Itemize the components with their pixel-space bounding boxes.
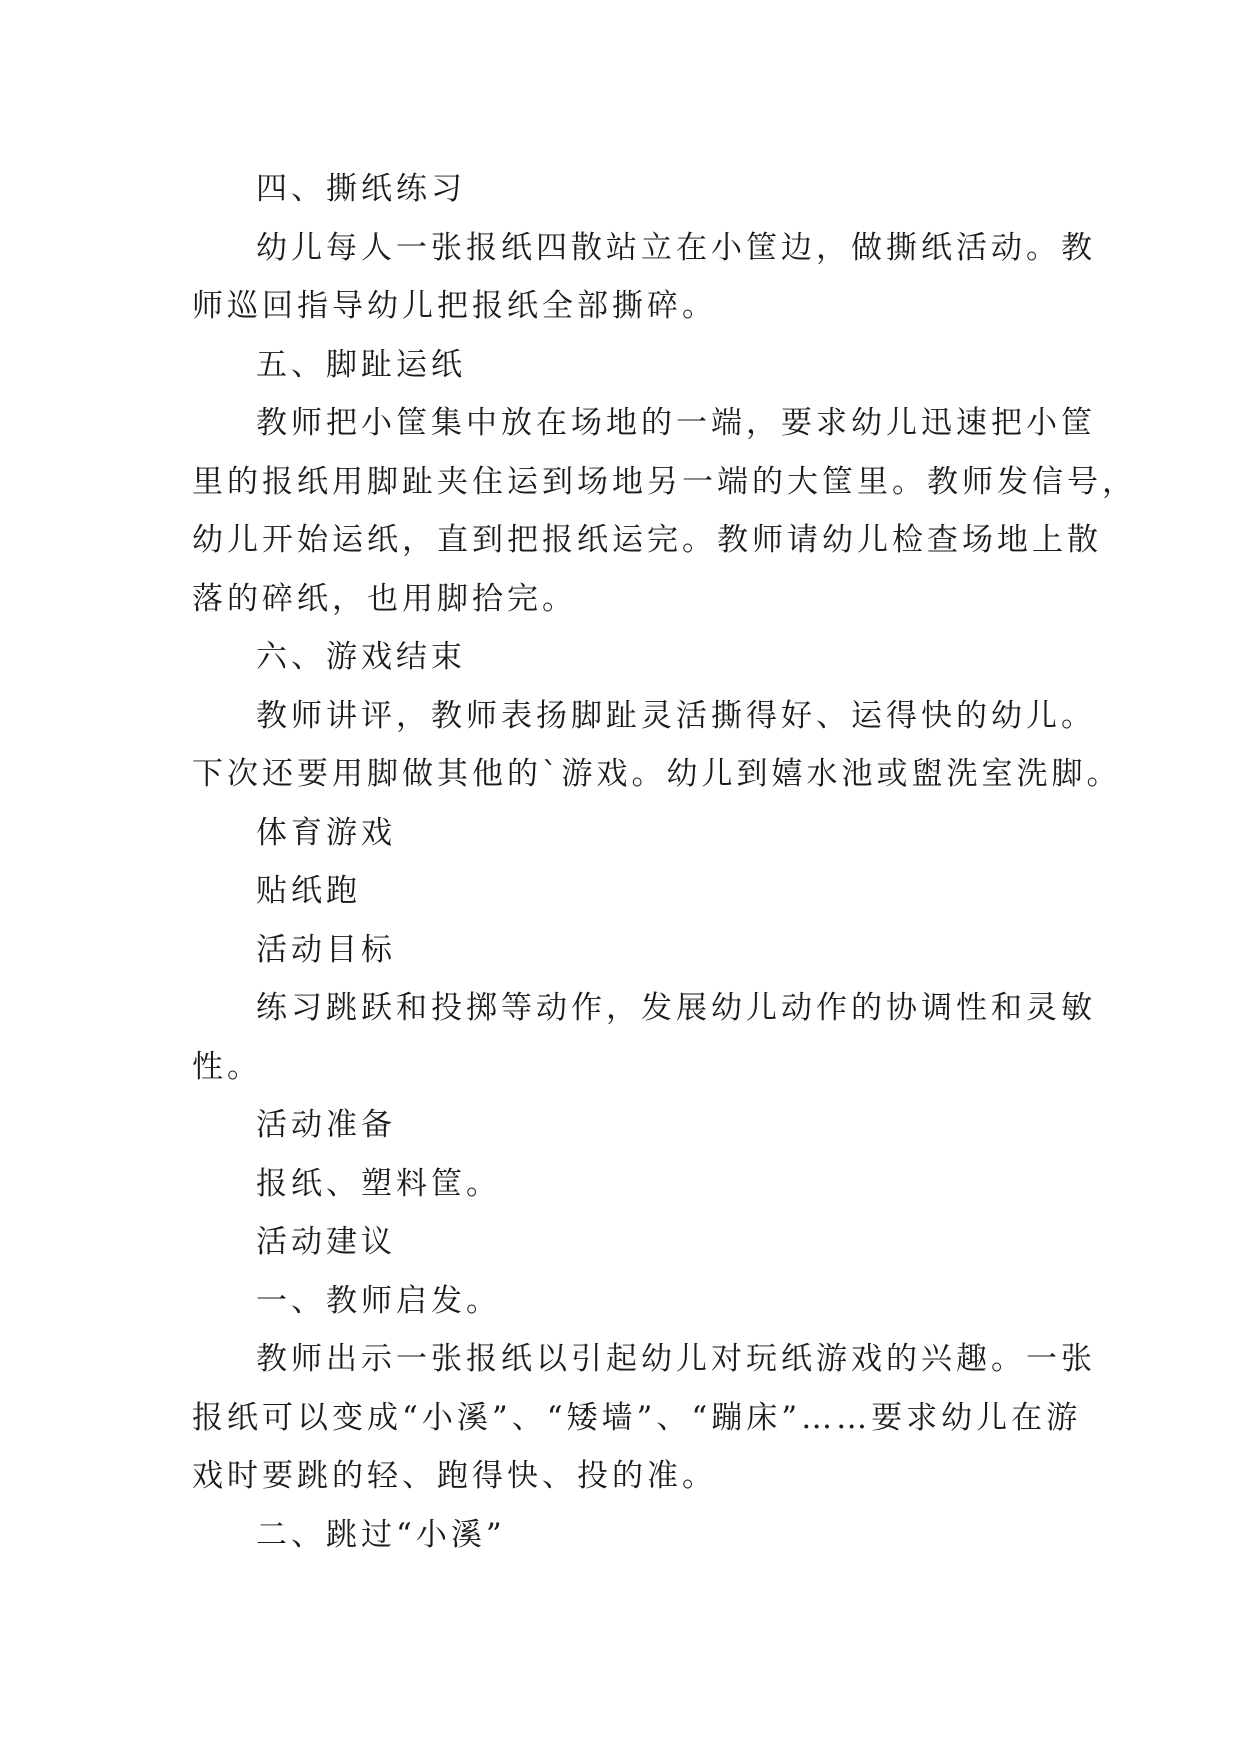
paragraph-line: 下次还要用脚做其他的`游戏。幼儿到嬉水池或盥洗室洗脚。 (192, 756, 1122, 792)
section-heading: 活动建议 (256, 1224, 396, 1260)
section-heading: 五、脚趾运纸 (256, 346, 466, 383)
paragraph-line: 教师出示一张报纸以引起幼儿对玩纸游戏的兴趣。一张 (256, 1341, 1096, 1377)
paragraph-line: 报纸、塑料筐。 (256, 1165, 501, 1202)
section-heading: 一、教师启发。 (256, 1282, 501, 1319)
paragraph-line: 戏时要跳的轻、跑得快、投的准。 (192, 1458, 717, 1494)
paragraph-line: 里的报纸用脚趾夹住运到场地另一端的大筐里。教师发信号， (192, 463, 1137, 500)
section-heading: 贴纸跑 (256, 873, 361, 909)
section-heading: 六、游戏结束 (256, 639, 466, 675)
paragraph-line: 幼儿开始运纸，直到把报纸运完。教师请幼儿检查场地上散 (192, 522, 1102, 558)
section-heading: 体育游戏 (256, 814, 396, 851)
section-heading: 四、撕纸练习 (256, 171, 466, 207)
paragraph-line: 教师讲评，教师表扬脚趾灵活撕得好、运得快的幼儿。 (256, 697, 1096, 734)
paragraph-line: 落的碎纸，也用脚拾完。 (192, 580, 577, 617)
paragraph-line: 练习跳跃和投掷等动作，发展幼儿动作的协调性和灵敏 (256, 990, 1096, 1026)
paragraph-line: 教师把小筐集中放在场地的一端，要求幼儿迅速把小筐 (256, 405, 1096, 441)
section-heading: 二、跳过“小溪” (256, 1516, 506, 1553)
paragraph-line: 性。 (192, 1048, 262, 1085)
paragraph-line: 幼儿每人一张报纸四散站立在小筐边，做撕纸活动。教 (256, 229, 1096, 266)
section-heading: 活动目标 (256, 931, 396, 968)
paragraph-line: 师巡回指导幼儿把报纸全部撕碎。 (192, 288, 717, 324)
paragraph-line: 报纸可以变成“小溪”、“矮墙”、“蹦床”……要求幼儿在游 (192, 1399, 1082, 1436)
document-body (192, 160, 1137, 1564)
section-heading: 活动准备 (256, 1107, 396, 1143)
